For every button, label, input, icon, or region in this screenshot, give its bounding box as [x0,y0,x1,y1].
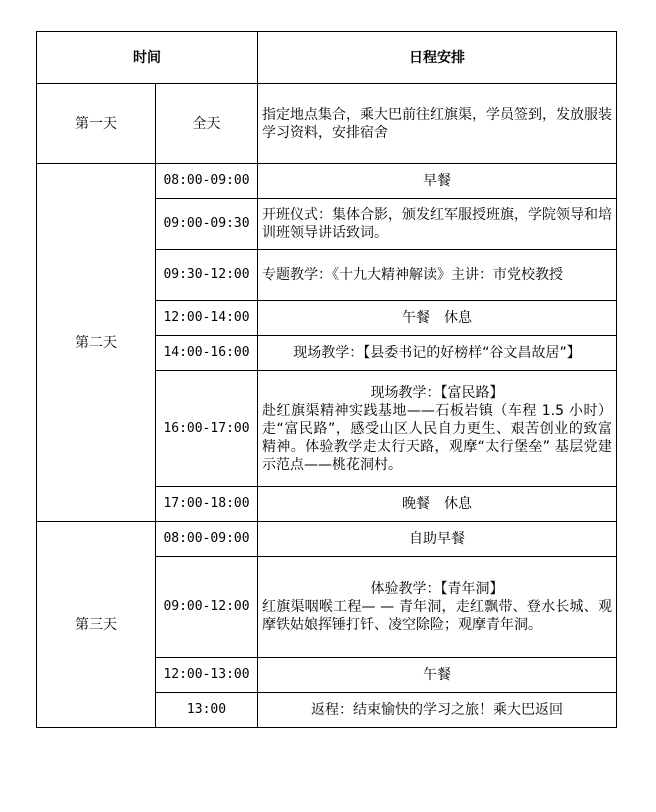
time-cell: 08:00-09:00 [156,164,258,199]
schedule-cell: 指定地点集合，乘大巴前往红旗渠，学员签到，发放服装学习资料，安排宿舍 [258,84,617,164]
header-schedule: 日程安排 [258,32,617,84]
table-row [37,164,617,199]
schedule-cell: 早餐 [258,164,617,199]
session-title: 现场教学：【富民路】 [370,384,504,401]
session-description: 红旗渠咽喉工程— — 青年洞，走红飘带、登水长城、观摩铁姑娘挥锤打钎、凌空除险；观摩青年洞。 [262,599,612,633]
time-cell: 17:00-18:00 [156,487,258,522]
schedule-cell: 专题教学：《十九大精神解读》主讲：市党校教授 [258,250,617,301]
table-row [37,84,617,164]
day-label: 第二天 [37,164,156,522]
schedule-cell: 开班仪式：集体合影，颁发红军服授班旗，学院领导和培训班领导讲话致词。 [258,199,617,250]
session-title: 体验教学：【青年洞】 [370,581,504,597]
time-cell: 09:00-12:00 [156,557,258,658]
schedule-cell: 自助早餐 [258,522,617,557]
schedule-cell: 午餐 休息 [258,301,617,336]
time-cell: 08:00-09:00 [156,522,258,557]
schedule-table [36,31,617,728]
session-description: 赴红旗渠精神实践基地——石板岩镇（车程 1.5 小时）走“富民路”，感受山区人民自力更生、艰苦创业的致富精神。体验教学走太行天路，观摩“太行堡垒” 基层党建示范点——桃花洞村。 [262,402,612,473]
schedule-cell: 午餐 [258,658,617,693]
schedule-cell [258,371,617,487]
table-row [37,522,617,557]
time-cell: 14:00-16:00 [156,336,258,371]
schedule-cell: 返程：结束愉快的学习之旅！乘大巴返回 [258,693,617,728]
schedule-cell: 晚餐 休息 [258,487,617,522]
day-label: 第三天 [37,522,156,728]
time-cell: 12:00-13:00 [156,658,258,693]
time-cell: 12:00-14:00 [156,301,258,336]
time-cell: 全天 [156,84,258,164]
time-cell: 13:00 [156,693,258,728]
day-label: 第一天 [37,84,156,164]
time-cell: 16:00-17:00 [156,371,258,487]
time-cell: 09:00-09:30 [156,199,258,250]
time-cell: 09:30-12:00 [156,250,258,301]
schedule-cell [258,557,617,658]
table-header-row [37,32,617,84]
schedule-cell: 现场教学：【县委书记的好榜样“谷文昌故居”】 [258,336,617,371]
header-time: 时间 [37,32,258,84]
